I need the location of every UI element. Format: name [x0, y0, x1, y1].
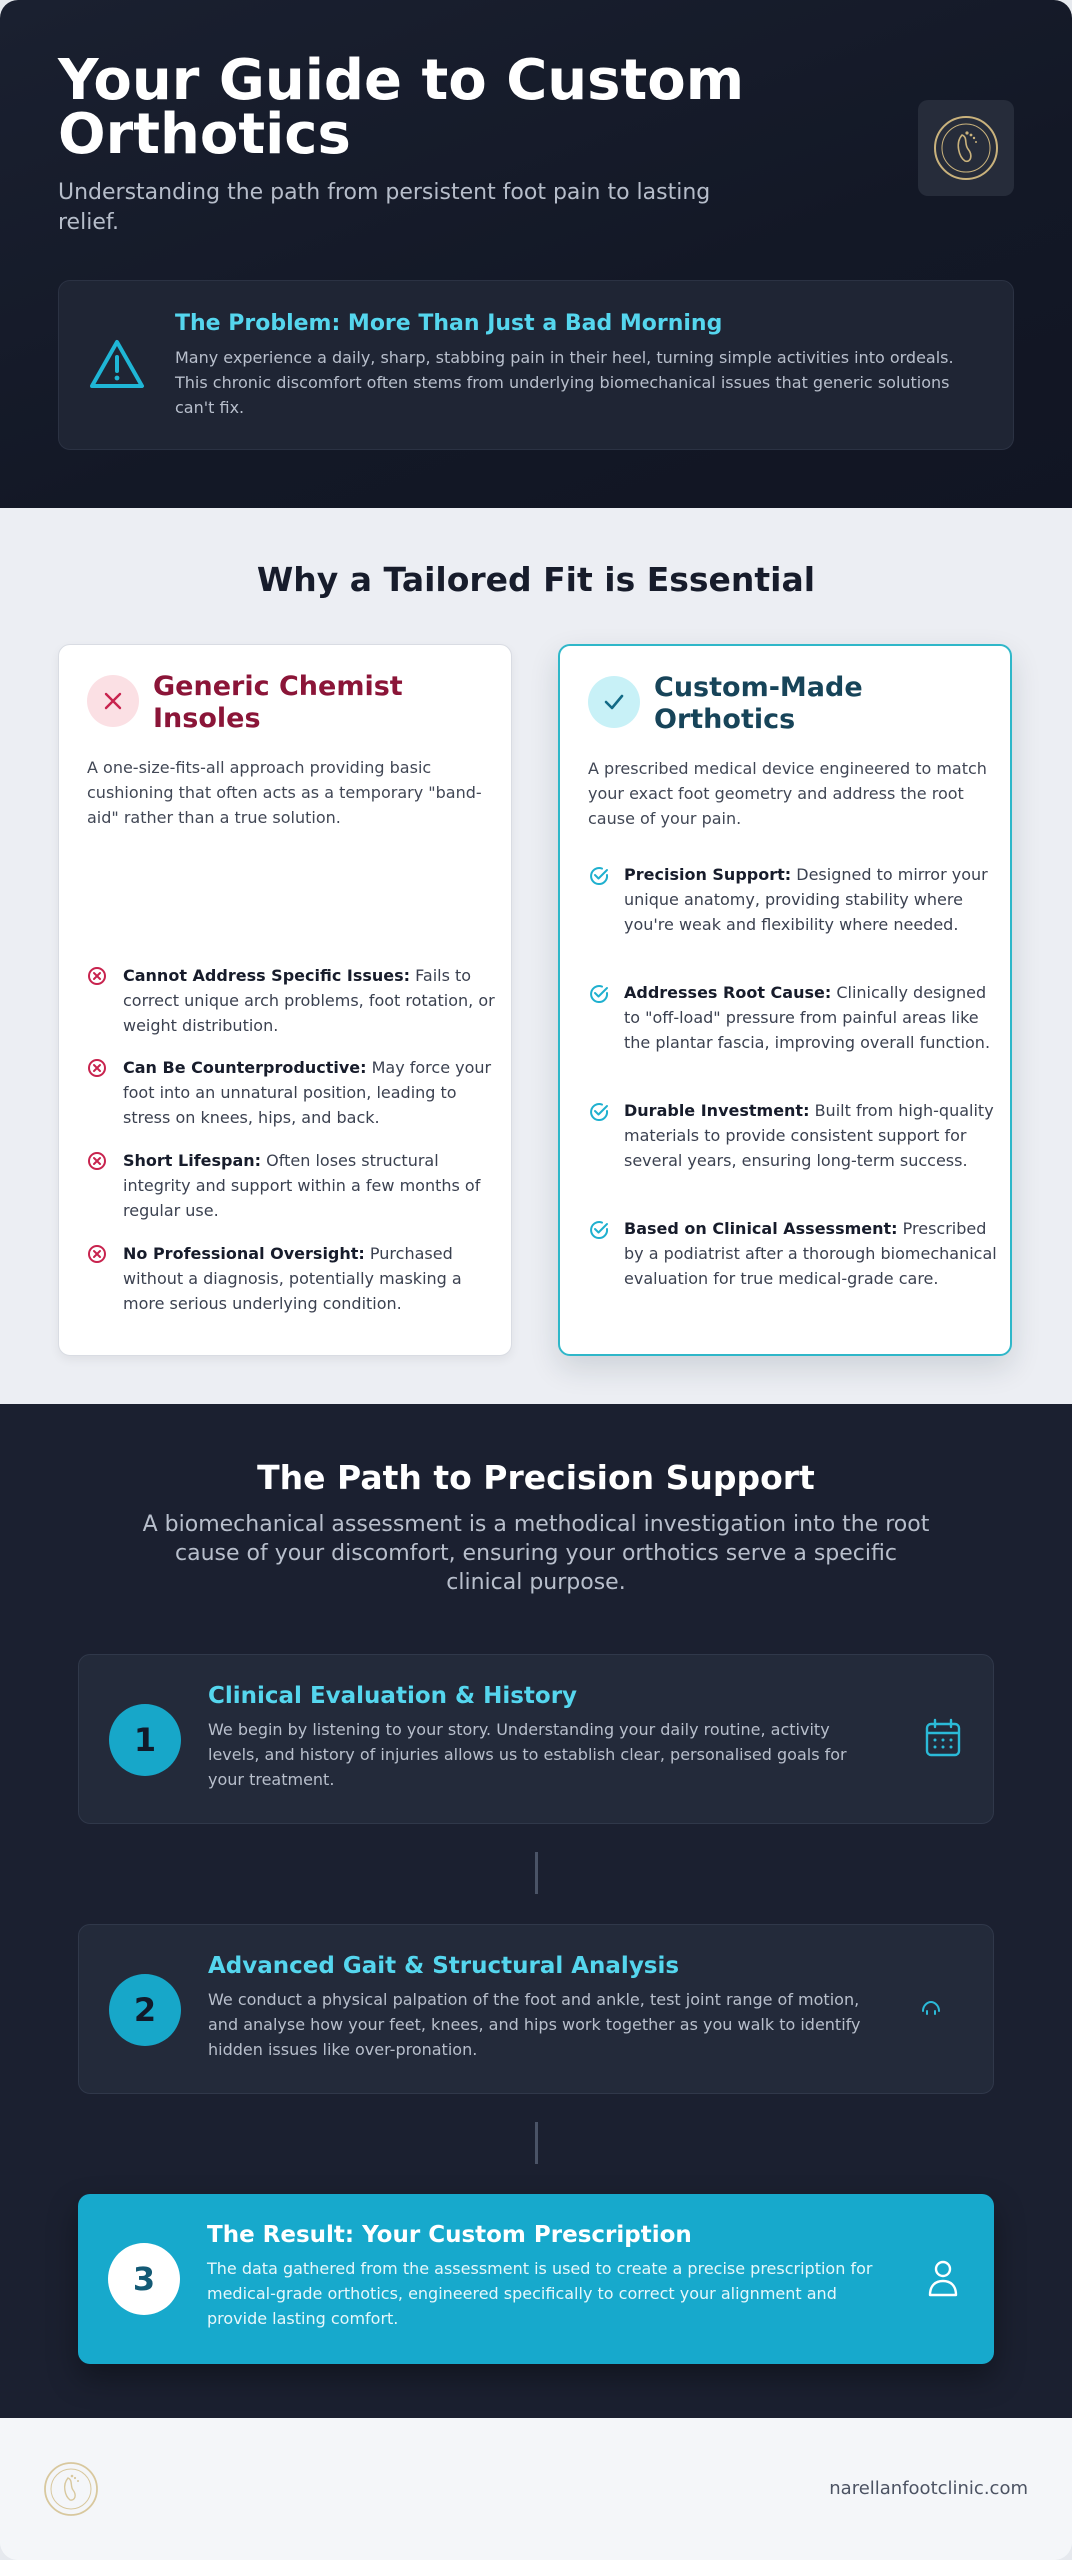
step-text: The data gathered from the assessment is used to create a precise prescription for medical-grade orthotics, engineered specifically to correct your alignment and provide lasting comfort. — [207, 2259, 873, 2328]
clinic-logo-icon — [42, 2460, 100, 2522]
clinic-logo-icon — [931, 113, 1001, 183]
point-text: Prescribed by a podiatrist after a thorough biomechanical evaluation for true medical-grade care. — [624, 1219, 997, 1288]
warning-triangle-icon — [87, 337, 147, 397]
step-connector — [535, 1852, 538, 1894]
check-circle-icon — [588, 865, 610, 891]
generic-card-description: A one-size-fits-all approach providing basic cushioning that often acts as a temporary "band-aid" rather than a true solution. — [87, 758, 482, 827]
path-subtitle: A biomechanical assessment is a methodical investigation into the root cause of your discomfort, ensuring your orthotics serve a specific clinical purpose. — [142, 1512, 930, 1595]
check-circle-icon — [588, 983, 610, 1009]
custom-card-description: A prescribed medical device engineered to match your exact foot geometry and address the root cause of your pain. — [588, 759, 987, 828]
calendar-icon — [923, 1717, 963, 1763]
step-text: We begin by listening to your story. Understanding your daily routine, activity levels, and history of injuries allows us to establish clear, personalised goals for your treatment. — [208, 1720, 847, 1789]
point-text: Clinically designed to "off-load" pressure from painful areas like the plantar fascia, improving overall function. — [624, 983, 991, 1052]
page-title: Your Guide to Custom Orthotics — [58, 48, 745, 167]
point-label: Based on Clinical Assessment: — [624, 1219, 898, 1238]
user-icon — [926, 2258, 960, 2302]
check-circle-icon — [588, 1101, 610, 1127]
point-text: May force your foot into an unnatural position, leading to stress on knees, hips, and back. — [123, 1058, 492, 1127]
path-title: The Path to Precision Support — [257, 1458, 815, 1497]
step-title: The Result: Your Custom Prescription — [207, 2222, 692, 2248]
point-text: Fails to correct unique arch problems, foot rotation, or weight distribution. — [123, 966, 495, 1035]
step-title: Clinical Evaluation & History — [208, 1683, 578, 1709]
check-mark-icon — [588, 676, 640, 728]
point-text: Designed to mirror your unique anatomy, providing stability where you're weak and flexibility where needed. — [624, 865, 988, 934]
step-number: 2 — [109, 1974, 181, 2046]
point-text: Often loses structural integrity and support within a few months of regular use. — [123, 1151, 481, 1220]
generic-card-title: Generic Chemist Insoles — [153, 671, 403, 734]
point-label: Short Lifespan: — [123, 1151, 262, 1170]
path-section — [0, 1404, 1072, 2418]
x-circle-icon — [87, 1058, 107, 1082]
x-mark-icon — [87, 675, 139, 727]
step-card-3 — [78, 2194, 994, 2364]
x-circle-icon — [87, 1244, 107, 1268]
comparison-section — [0, 508, 1072, 1404]
point-label: No Professional Oversight: — [123, 1244, 365, 1263]
footprints-icon — [919, 1997, 943, 2021]
point-label: Can Be Counterproductive: — [123, 1058, 367, 1077]
step-card-1 — [78, 1654, 994, 1824]
clinic-logo — [918, 100, 1014, 196]
step-number: 3 — [108, 2243, 180, 2315]
problem-text: Many experience a daily, sharp, stabbing pain in their heel, turning simple activities into ordeals. This chronic discomfort often stems from underlying biomechanical issues that generic solutions can't fix. — [175, 348, 954, 417]
point-label: Cannot Address Specific Issues: — [123, 966, 411, 985]
step-number: 1 — [109, 1704, 181, 1776]
step-connector — [535, 2122, 538, 2164]
point-label: Addresses Root Cause: — [624, 983, 832, 1002]
step-card-2 — [78, 1924, 994, 2094]
hero-section — [0, 0, 1072, 508]
point-text: Built from high-quality materials to provide consistent support for several years, ensuring long-term success. — [624, 1101, 994, 1170]
check-circle-icon — [588, 1219, 610, 1245]
x-circle-icon — [87, 1151, 107, 1175]
problem-title: The Problem: More Than Just a Bad Morning — [175, 311, 723, 336]
footer — [0, 2418, 1072, 2560]
problem-card — [58, 280, 1014, 450]
x-circle-icon — [87, 966, 107, 990]
custom-orthotics-card — [558, 644, 1012, 1356]
page-subtitle: Understanding the path from persistent foot pain to lasting relief. — [58, 180, 711, 235]
website-link[interactable]: narellanfootclinic.com — [829, 2478, 1028, 2499]
custom-card-title: Custom-Made Orthotics — [654, 672, 863, 735]
point-label: Precision Support: — [624, 865, 792, 884]
point-label: Durable Investment: — [624, 1101, 810, 1120]
step-title: Advanced Gait & Structural Analysis — [208, 1953, 680, 1979]
step-text: We conduct a physical palpation of the foot and ankle, test joint range of motion, and analyse how your feet, knees, and hips work together as you walk to identify hidden issues like over-pronation. — [208, 1990, 861, 2059]
generic-insoles-card — [58, 644, 512, 1356]
comparison-title: Why a Tailored Fit is Essential — [256, 560, 816, 599]
point-text: Purchased without a diagnosis, potentially masking a more serious underlying condition. — [123, 1244, 462, 1313]
